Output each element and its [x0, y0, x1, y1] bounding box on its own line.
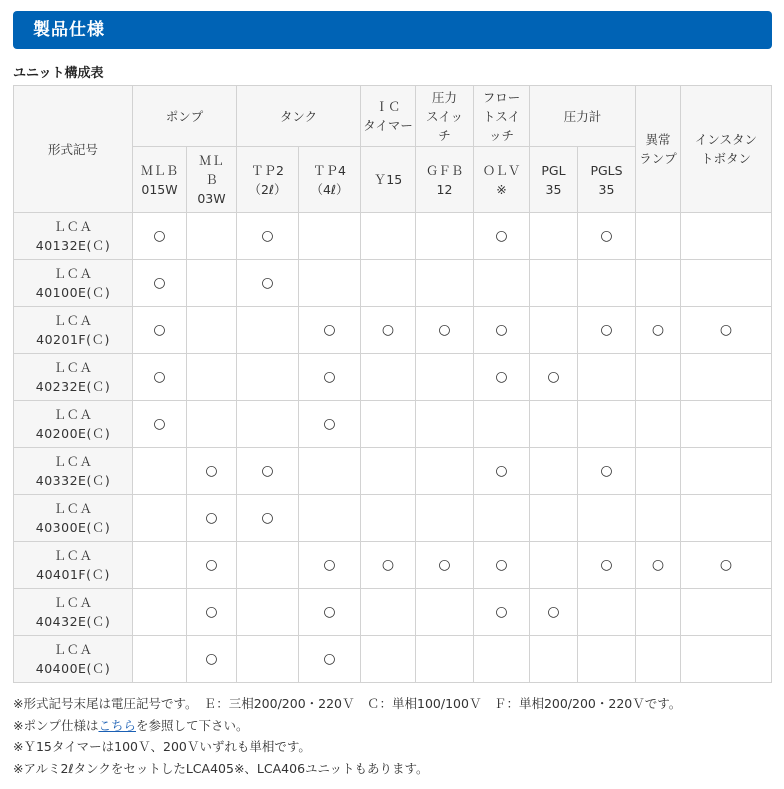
ic-timer-header: ＩＣ タイマー: [361, 86, 416, 147]
float-switch-header: フロー トスイ ッチ: [474, 86, 530, 147]
pressure-gauge-header: 圧力計: [530, 86, 636, 147]
note-pump-spec: [13, 715, 681, 737]
table-cell: [530, 260, 578, 307]
table-cell: [681, 589, 772, 636]
table-cell: ○: [133, 213, 187, 260]
table-cell: ○: [133, 354, 187, 401]
table-cell: ○: [578, 213, 636, 260]
table-row: [14, 542, 772, 589]
table-body: [14, 213, 772, 683]
table-cell: ○: [416, 542, 474, 589]
table-cell: ○: [578, 307, 636, 354]
table-cell: ○: [578, 448, 636, 495]
table-cell: ○: [187, 636, 237, 683]
pump-spec-link[interactable]: こちら: [98, 717, 136, 733]
table-cell: [187, 401, 237, 448]
model-code-cell: ＬＣＡ 40332E(Ｃ): [14, 448, 133, 495]
table-cell: [636, 636, 681, 683]
table-cell: ○: [530, 589, 578, 636]
table-cell: [636, 495, 681, 542]
model-code-header: 形式記号: [14, 86, 133, 213]
table-cell: ○: [133, 307, 187, 354]
table-row: [14, 589, 772, 636]
table-cell: [416, 589, 474, 636]
table-cell: [133, 448, 187, 495]
note-voltage-code: ※形式記号末尾は電圧記号です。 Ｅ：三相200/200・220Ｖ Ｃ：単相100/100Ｖ Ｆ：単相200/200・220Ｖです。: [13, 696, 682, 711]
table-cell: [187, 354, 237, 401]
instant-button-header: インスタン トボタン: [681, 86, 772, 213]
table-cell: [578, 354, 636, 401]
table-cell: ○: [299, 354, 361, 401]
mlb015w-header: ＭＬＢ 015W: [133, 147, 187, 213]
table-cell: ○: [530, 354, 578, 401]
tp2-header: ＴＰ2 （2ℓ）: [237, 147, 299, 213]
table-cell: [636, 448, 681, 495]
table-cell: [530, 495, 578, 542]
table-cell: ○: [474, 307, 530, 354]
table-cell: [530, 213, 578, 260]
table-cell: [237, 401, 299, 448]
model-code-cell: ＬＣＡ 40232E(Ｃ): [14, 354, 133, 401]
table-cell: ○: [681, 542, 772, 589]
table-cell: ○: [299, 589, 361, 636]
table-row: [14, 636, 772, 683]
table-cell: [416, 354, 474, 401]
table-row: [14, 307, 772, 354]
table-cell: [530, 636, 578, 683]
table-cell: [636, 589, 681, 636]
table-cell: [237, 354, 299, 401]
table-cell: [578, 260, 636, 307]
table-cell: [636, 401, 681, 448]
table-cell: ○: [187, 495, 237, 542]
table-cell: [361, 354, 416, 401]
table-cell: [187, 260, 237, 307]
table-cell: [578, 495, 636, 542]
table-cell: ○: [237, 260, 299, 307]
table-cell: ○: [133, 401, 187, 448]
model-code-cell: ＬＣＡ 40401F(Ｃ): [14, 542, 133, 589]
table-cell: [361, 448, 416, 495]
table-cell: [578, 589, 636, 636]
table-cell: ○: [237, 448, 299, 495]
note-pump-spec-suffix: を参照して下さい。: [136, 717, 249, 733]
notes: [13, 693, 681, 779]
table-cell: ○: [474, 589, 530, 636]
table-row: [14, 213, 772, 260]
tank-header: タンク: [237, 86, 361, 147]
table-cell: ○: [681, 307, 772, 354]
note-aluminum-tank: ※アルミ2ℓタンクをセットしたLCA405※、LCA406ユニットもあります。: [13, 760, 429, 776]
mlb03w-header: ＭＬ Ｂ 03W: [187, 147, 237, 213]
table-cell: ○: [474, 448, 530, 495]
page-title: 製品仕様: [33, 20, 105, 40]
table-cell: [474, 401, 530, 448]
table-cell: ○: [636, 542, 681, 589]
table-cell: [474, 636, 530, 683]
table-cell: [361, 589, 416, 636]
table-cell: [237, 307, 299, 354]
table-cell: [133, 495, 187, 542]
tp4-header: ＴＰ4 （4ℓ）: [299, 147, 361, 213]
table-row: [14, 448, 772, 495]
model-code-cell: ＬＣＡ 40300E(Ｃ): [14, 495, 133, 542]
table-cell: [299, 448, 361, 495]
table-cell: [237, 542, 299, 589]
table-cell: [530, 307, 578, 354]
table-row: [14, 354, 772, 401]
model-code-cell: ＬＣＡ 40432E(Ｃ): [14, 589, 133, 636]
pressure-switch-header: 圧力 スイッ チ: [416, 86, 474, 147]
note-pump-spec-prefix: ※ポンプ仕様は: [13, 717, 99, 733]
table-cell: ○: [299, 401, 361, 448]
table-cell: ○: [237, 213, 299, 260]
table-cell: [578, 401, 636, 448]
table-row: [14, 401, 772, 448]
table-cell: [530, 542, 578, 589]
table-cell: [299, 260, 361, 307]
table-cell: [416, 260, 474, 307]
table-cell: [361, 495, 416, 542]
table-cell: [681, 495, 772, 542]
table-cell: ○: [299, 636, 361, 683]
table-cell: [133, 542, 187, 589]
table-cell: [474, 495, 530, 542]
pgl35-header: PGL 35: [530, 147, 578, 213]
table-row: [14, 495, 772, 542]
table-cell: [416, 448, 474, 495]
abnormal-lamp-header: 異常 ランプ: [636, 86, 681, 213]
table-cell: [361, 636, 416, 683]
model-code-cell: ＬＣＡ 40201F(Ｃ): [14, 307, 133, 354]
table-cell: [133, 636, 187, 683]
table-cell: [416, 213, 474, 260]
table-cell: ○: [474, 542, 530, 589]
model-code-cell: ＬＣＡ 40400E(Ｃ): [14, 636, 133, 683]
table-cell: [530, 401, 578, 448]
table-cell: [361, 401, 416, 448]
table-cell: ○: [133, 260, 187, 307]
pump-header: ポンプ: [133, 86, 237, 147]
page-title-bar: [13, 11, 772, 49]
table-cell: [636, 260, 681, 307]
table-cell: [237, 589, 299, 636]
table-cell: ○: [474, 213, 530, 260]
table-cell: ○: [187, 542, 237, 589]
table-cell: [681, 260, 772, 307]
note-timer: ※Ｙ15タイマーは100Ｖ、200Ｖいずれも単相です。: [13, 739, 311, 754]
table-cell: ○: [474, 354, 530, 401]
table-cell: [681, 448, 772, 495]
table-cell: [681, 213, 772, 260]
table-row: [14, 260, 772, 307]
y15-header: Ｙ15: [361, 147, 416, 213]
table-cell: [416, 636, 474, 683]
model-code-cell: ＬＣＡ 40200E(Ｃ): [14, 401, 133, 448]
table-cell: [187, 213, 237, 260]
table-cell: ○: [299, 307, 361, 354]
table-cell: [474, 260, 530, 307]
table-cell: ○: [636, 307, 681, 354]
table-cell: [578, 636, 636, 683]
table-cell: ○: [299, 542, 361, 589]
table-cell: [681, 636, 772, 683]
table-cell: [237, 636, 299, 683]
table-cell: ○: [416, 307, 474, 354]
pgls35-header: PGLS 35: [578, 147, 636, 213]
model-code-cell: ＬＣＡ 40132E(Ｃ): [14, 213, 133, 260]
table-cell: [187, 307, 237, 354]
table-cell: ○: [187, 448, 237, 495]
gfb12-header: ＧＦＢ 12: [416, 147, 474, 213]
olv-header: ＯＬＶ ※: [474, 147, 530, 213]
model-code-cell: ＬＣＡ 40100E(Ｃ): [14, 260, 133, 307]
table-cell: [133, 589, 187, 636]
table-cell: ○: [578, 542, 636, 589]
table-cell: ○: [237, 495, 299, 542]
table-cell: ○: [361, 307, 416, 354]
table-cell: [636, 354, 681, 401]
table-cell: [361, 260, 416, 307]
table-cell: [636, 213, 681, 260]
table-cell: [530, 448, 578, 495]
table-cell: [361, 213, 416, 260]
table-cell: ○: [187, 589, 237, 636]
table-cell: [299, 495, 361, 542]
table-cell: [681, 401, 772, 448]
table-cell: [416, 401, 474, 448]
unit-configuration-table: [13, 85, 772, 683]
table-cell: ○: [361, 542, 416, 589]
section-title: ユニット構成表: [13, 66, 104, 81]
table-cell: [681, 354, 772, 401]
table-cell: [416, 495, 474, 542]
table-cell: [299, 213, 361, 260]
